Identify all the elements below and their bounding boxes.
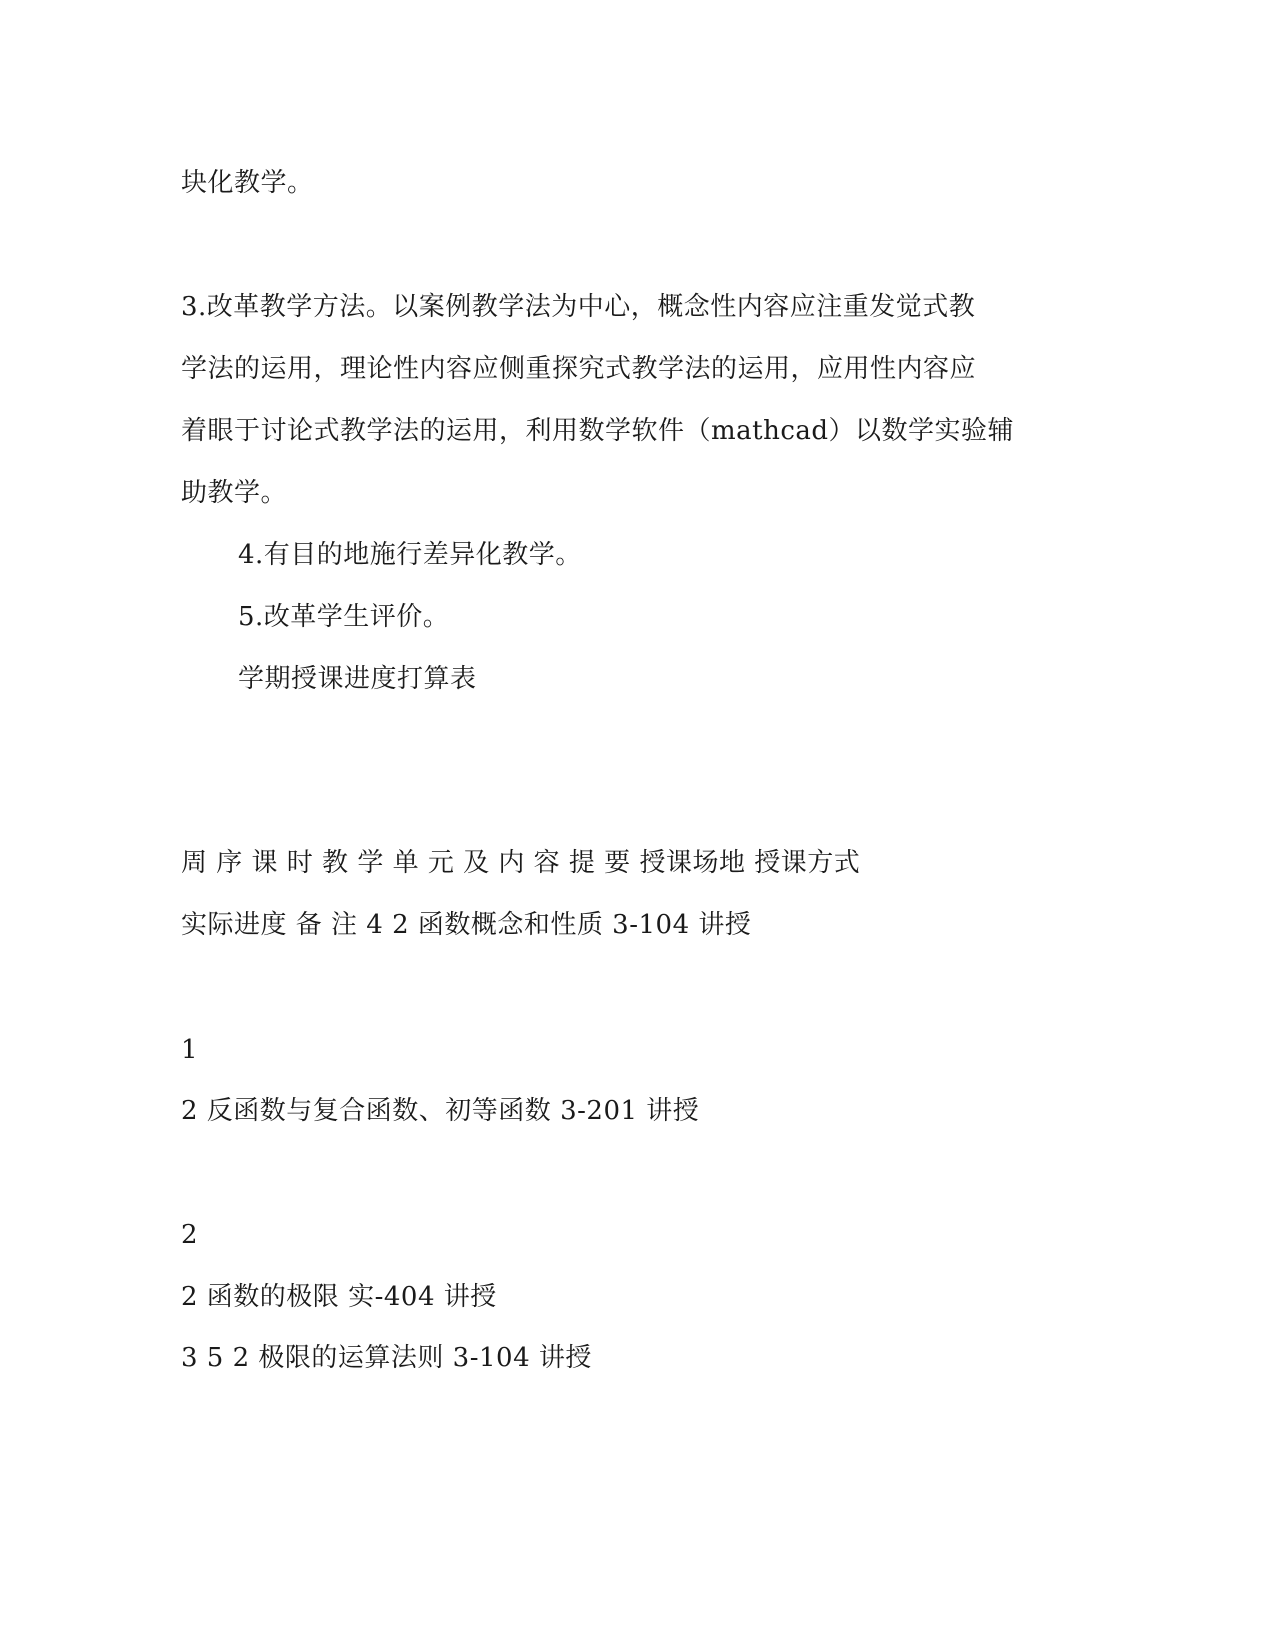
section-heading: 学期授课进度打算表 — [238, 664, 477, 694]
table-row: 1 — [181, 1035, 199, 1065]
paragraph-line: 着眼于讨论式教学法的运用，利用数学软件（mathcad）以数学实验辅 — [181, 416, 1015, 446]
table-row: 2 函数的极限 实-404 讲授 — [181, 1282, 497, 1312]
table-header-line: 实际进度 备 注 4 2 函数概念和性质 3-104 讲授 — [181, 910, 752, 940]
paragraph-line: 助教学。 — [181, 478, 288, 508]
paragraph-line: 学法的运用，理论性内容应侧重探究式教学法的运用，应用性内容应 — [181, 354, 977, 384]
table-row: 3 5 2 极限的运算法则 3-104 讲授 — [181, 1343, 592, 1373]
list-item: 5.改革学生评价。 — [238, 602, 450, 632]
table-header-line: 周 序 课 时 教 学 单 元 及 内 容 提 要 授课场地 授课方式 — [181, 848, 861, 878]
paragraph-line: 块化教学。 — [181, 168, 314, 198]
table-row: 2 反函数与复合函数、初等函数 3-201 讲授 — [181, 1096, 700, 1126]
list-item: 4.有目的地施行差异化教学。 — [238, 540, 582, 570]
paragraph-line: 3.改革教学方法。以案例教学法为中心，概念性内容应注重发觉式教 — [181, 292, 976, 322]
table-row: 2 — [181, 1220, 199, 1250]
